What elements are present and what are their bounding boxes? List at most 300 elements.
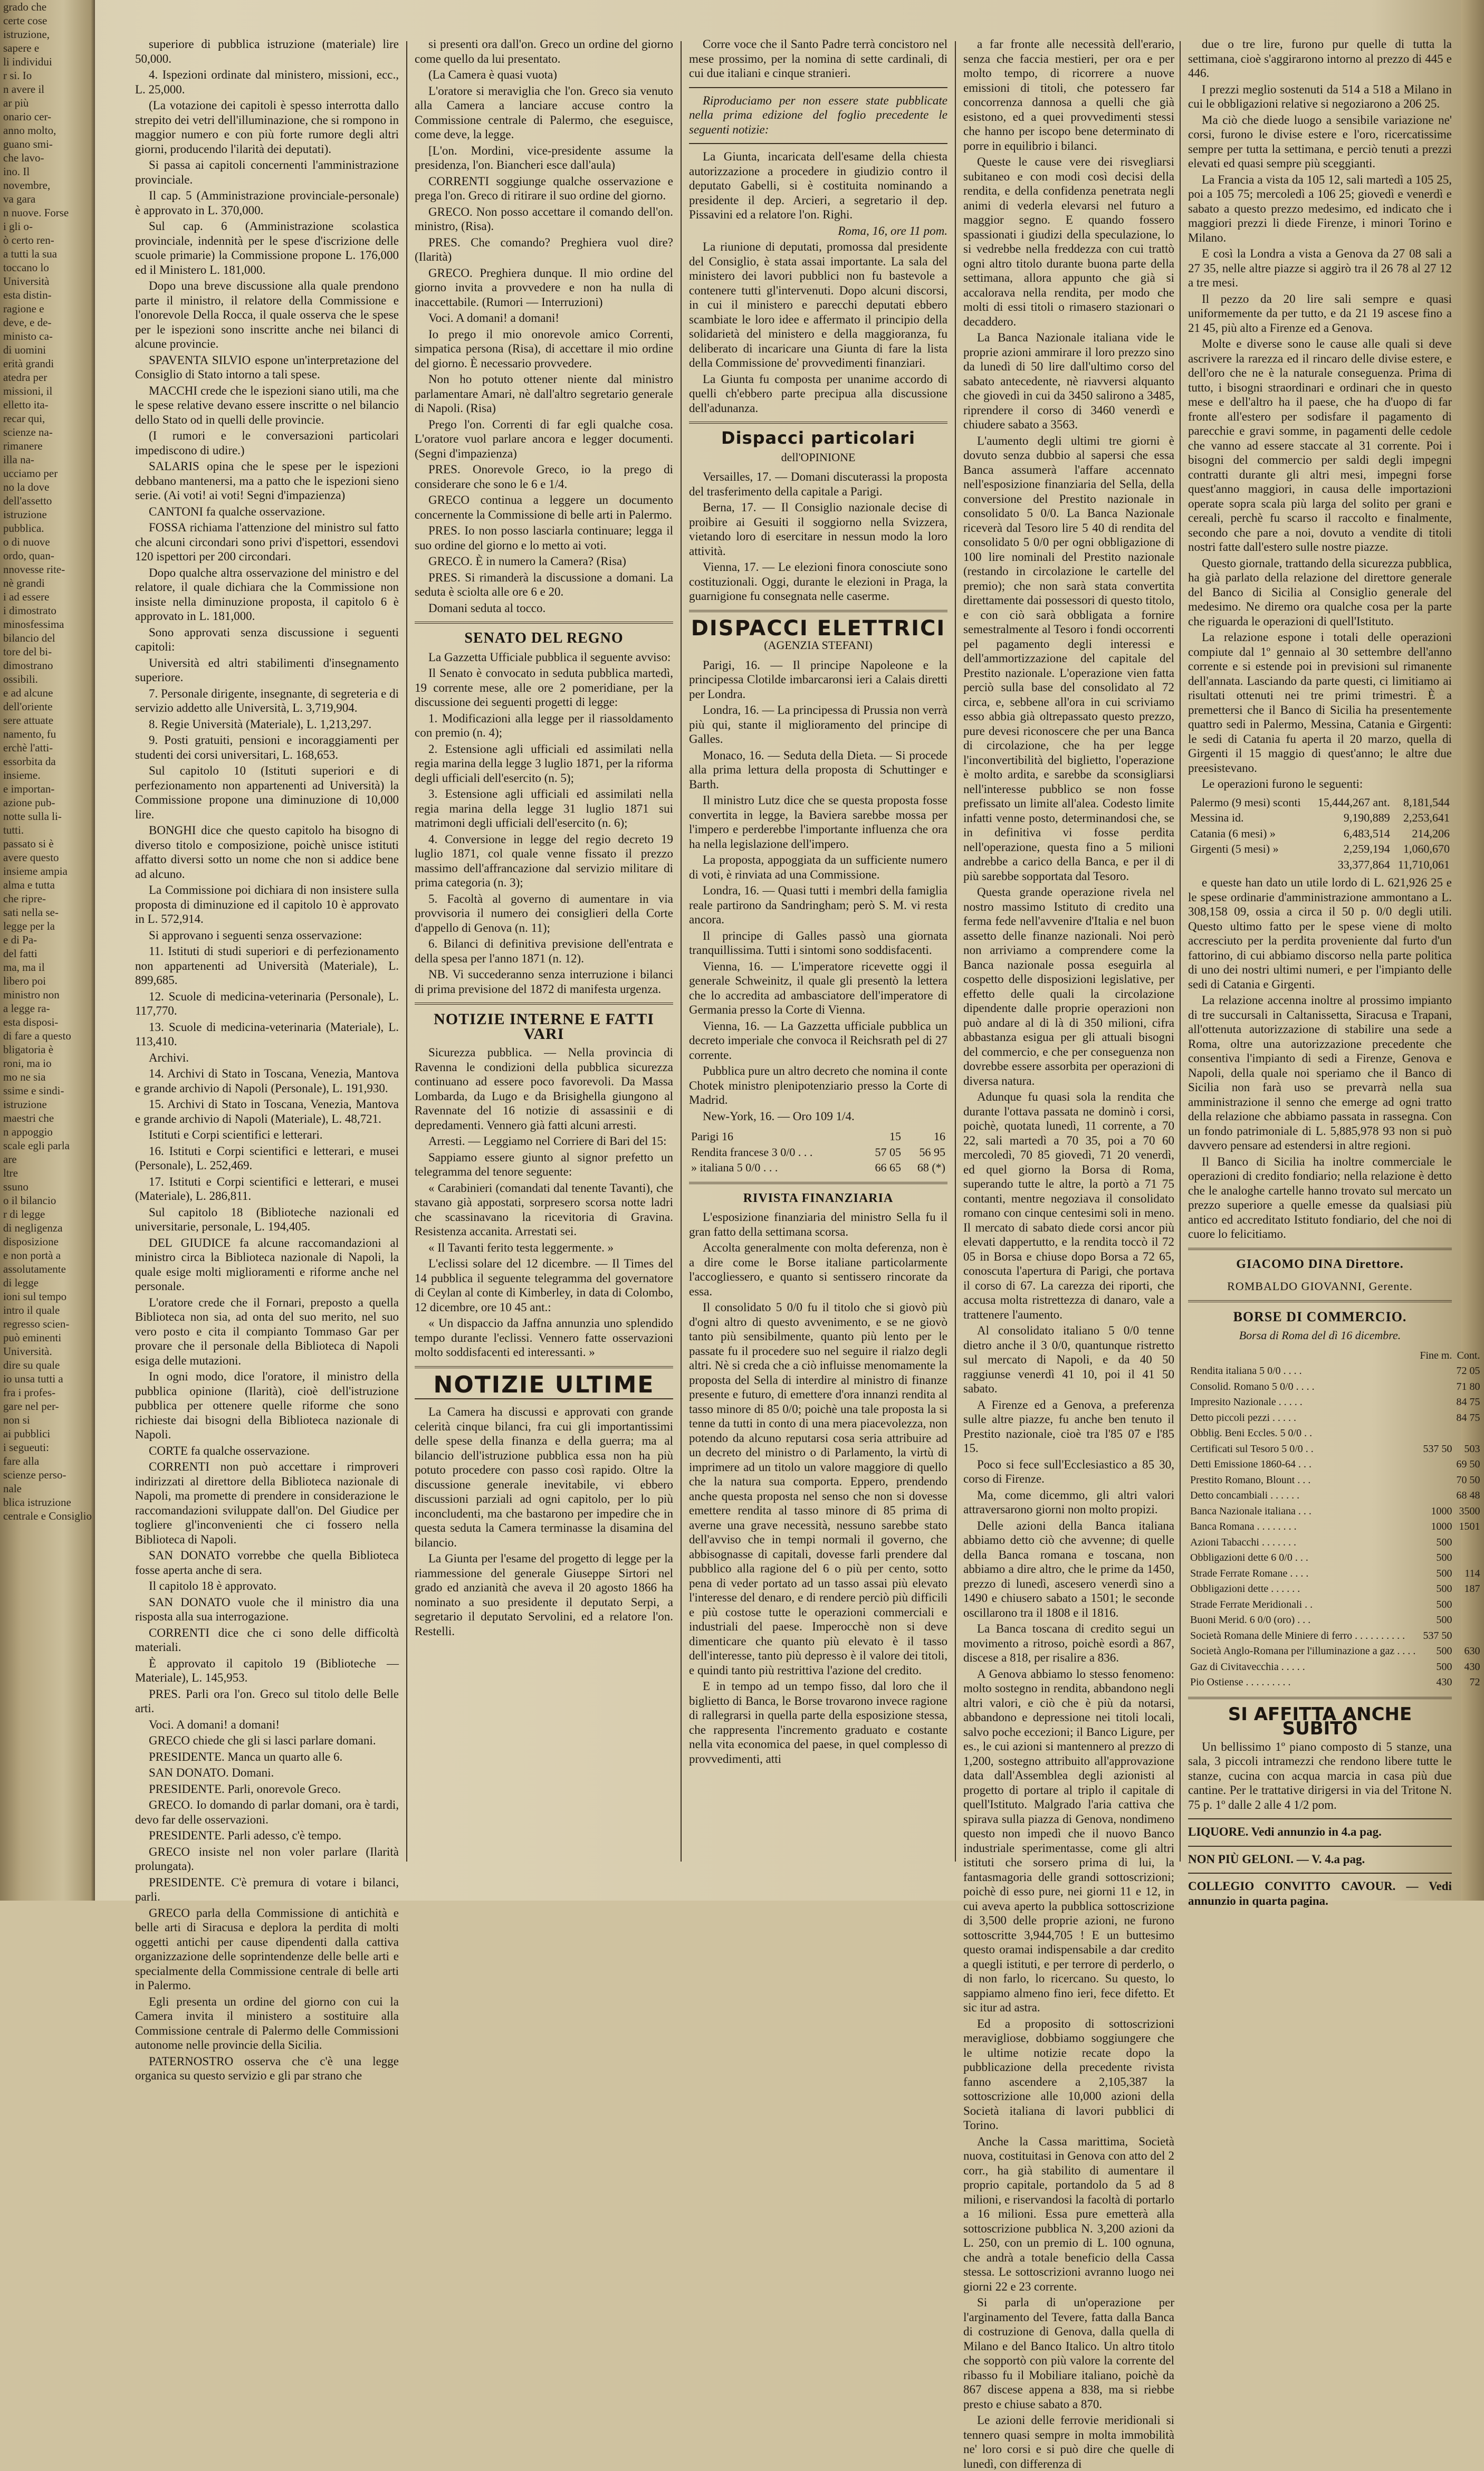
table-cell: Messina id. (1190, 811, 1244, 824)
paragraph: [L'on. Mordini, vice-presidente assume la presidenza, l'on. Biancheri esce dall'aula) (415, 144, 673, 171)
table-row (1188, 1395, 1482, 1410)
paragraph: 1. Modificazioni alla legge per il riassoldamento con premio (n. 4); (415, 711, 673, 739)
margin-fragment: ucciamo per (3, 467, 58, 480)
margin-fragment: esta disposi- (3, 1016, 59, 1028)
section-divider (1188, 1818, 1452, 1819)
margin-fragment: che ripre- (3, 892, 46, 905)
margin-fragment: alma e tutta (3, 879, 55, 891)
paragraph: PRESIDENTE. C'è premura di votare i bilanci, parli. (135, 1875, 399, 1903)
paragraph: E così la Londra a vista a Genova da 27 08 sali a 27 35, nelle altre piazze si aggirò tra il 26 78 al 27 12 a tre mesi. (1188, 247, 1452, 289)
margin-fragment: ragione e (3, 302, 44, 315)
paragraph: PRES. Si rimanderà la discussione a domani. La seduta è sciolta alle ore 6 e 20. (415, 570, 673, 598)
table-cell: Catania (6 mesi) » (1190, 826, 1276, 840)
table-row (1188, 1581, 1482, 1597)
paragraph: Le operazioni furono le seguenti: (1202, 777, 1363, 790)
paragraph: A Firenze ed a Genova, a preferenza sulle altre piazze, fu anche ben tenuto il Prestito nazionale, cioè tra l'85 07 e l'85 15. (963, 1398, 1174, 1455)
margin-fragment: di legge (3, 1276, 39, 1289)
table-row (1188, 810, 1452, 826)
paragraph: GRECO parla della Commissione di antichità e belle arti di Siracusa e deplora la perdita di molti oggetti antichi per cause dipendenti dalla cattiva organizzazione delle soprintendenze delle belle arti e specialmente della Commissione centrale di belle arti in Palermo. (135, 1906, 399, 1992)
paragraph: SALARIS opina che le spese per le ispezioni debbano mantenersi, ma a patto che le ispezioni sieno serie. (Ai voti! ai voti! Segni d'impazienza) (135, 460, 399, 502)
table-cell: 84 75 (1456, 1396, 1480, 1408)
table-row (689, 1144, 947, 1160)
table-cell: Fine m. (1420, 1349, 1452, 1361)
table-cell: Impresito Nazionale . . . . . (1190, 1396, 1303, 1408)
table-cell: 503 (1464, 1443, 1480, 1455)
table-cell: 500 (1436, 1614, 1452, 1626)
paragraph: Dopo qualche altra osservazione del ministro e del relatore, il quale dichiara che la Commissione non insiste nella diminuzione proposta, il capitolo 6 è approvato in L. 181,000. (135, 566, 399, 623)
margin-fragment: e importan- (3, 783, 55, 795)
margin-fragment: fare alla (3, 1455, 40, 1467)
table-cell: Parigi 16 (691, 1130, 734, 1143)
margin-fragment: ssime e sindi- (3, 1084, 64, 1097)
paragraph: L'eclissi solare del 12 dicembre. — Il Times del 14 pubblica il seguente telegramma del governatore di Ceylan al conte di Kimberley, in data di Colombo, 12 dicembre, ore 10 45 ant.: (415, 1257, 673, 1314)
table-cell: Azioni Tabacchi . . . . . . . (1190, 1536, 1296, 1548)
section-divider (689, 87, 947, 88)
margin-fragment: avere questo (3, 851, 59, 864)
margin-fragment: dell'assetto (3, 494, 52, 507)
paragraph: Londra, 16. — La principessa di Prussia non verrà più qui, stante il miglioramento del principe di Galles. (689, 703, 947, 746)
margin-fragment: ossibili. (3, 673, 38, 685)
table-cell: Detto piccoli pezzi . . . . . (1190, 1411, 1297, 1424)
table-cell: 8,181,544 (1403, 795, 1450, 809)
table-cell: 71 80 (1456, 1380, 1480, 1392)
borse-heading: BORSE DI COMMERCIO. (1233, 1309, 1407, 1324)
paragraph: Il consolidato 5 0/0 fu il titolo che si giovò più d'ogni altro di questo avvenimento, e se ne giovò tanto più sensibilmente, quanto più lento per le passate fu il procedere suo nel seguire il rialzo degli altri. Nè si creda che a ciò influisse menomamente la proposta del Sella di interdire al ministro di finanze presente e futuro, di emettere d'ora innanzi rendita al tasso minore di 85 0/0; poichè una tale proposta la si tenne da tutti in conto di una mera piacevolezza, non potendo da alcuno reputarsi cosa seria attribuire ad un decreto del ministro o di Parlamento, la virtù di imprimere ad un titolo un valore maggiore di quello che la natura sua comporta. Eppero, prendendo anche questa proposta nel senso che non si dovesse emettere rendita al tasso minore di 85 prima di averne una grave necessità, nessuno sarebbe stato dell'avviso che in tempi normali il governo, che abbisognasse di capitali, dovesse farli prendere dal pubblico alla ragione del 6 o più per cento, sotto pena di veder portato ad un tasso assai più elevato l'interesse del denaro, e di rendere perciò più difficili e più costose tutte le operazioni commerciali e industriali del paese. Imperocchè non si deve dimenticare che quanto più elevato è il tasso dell'interesse, tanto più depresso è il valore dei titoli, e quindi tanto più restrittiva l'azione del credito. (689, 1301, 947, 1677)
paragraph: CORRENTI non può accettare i rimproveri indirizzati al direttore della Biblioteca nazionale di Napoli, ma promette di prendere in considerazione le raccomandazioni sviluppate dall'on. Del Giudice per togliere gl'inconvenienti che ci fossero nella Biblioteca di Napoli. (135, 1460, 399, 1546)
gerente-credit: ROMBALDO GIOVANNI, Gerente. (1227, 1280, 1413, 1293)
paragraph: PRESIDENTE. Parli, onorevole Greco. (149, 1782, 341, 1796)
paragraph: Accolta generalmente con molta deferenza, non è a dire come le Borse italiane particolarmente l'accogliessero, e quanto si sentissero rincorate da essa. (689, 1241, 947, 1298)
margin-fragment: i gli o- (3, 220, 33, 233)
liquore-ad: LIQUORE. Vedi annunzio in 4.a pag. (1188, 1825, 1382, 1838)
paragraph: superiore di pubblica istruzione (materiale) lire 50,000. (135, 37, 399, 65)
margin-fragment: istruzione (3, 1098, 47, 1111)
paragraph: Questa grande operazione rivela nel nostro massimo Istituto di credito una ferma fede nell'avvenire d'Italia e nel buon assetto delle finanze nazionali. Noi però non arriviamo a comprendere come la Banca nazionale possa eseguirla al cospetto delle disposizioni legislative, per effetto delle quali la circolazione dipendente dalle proprie operazioni non può andare al di là di 350 milioni, cifra abbastanza esigua per gli attuali bisogni del commercio, e che per conseguenza non dovrebbe essere assorbita per operazioni di diversa natura. (963, 885, 1174, 1087)
table-row (1188, 795, 1452, 810)
margin-fragment: bilancio del (3, 632, 55, 644)
table-cell: 630 (1464, 1645, 1480, 1657)
margin-fragment: dire su quale (3, 1359, 60, 1371)
paragraph: Vienna, 16. — L'imperatore ricevette oggi il generale Schweinitz, il quale gli presentò la lettera che lo accredita ad ambasciatore dell'imperatore di Germania presso la Corte di Vienna. (689, 959, 947, 1016)
section-divider (415, 1003, 673, 1005)
paris-bourse-table (689, 1129, 947, 1176)
paragraph: Queste le cause vere dei risvegliarsi subitaneo e con modi così decisi della rendita, e della confidenza penetrata negli animi di vederla elevarsi nel futuro a maggior segno. E quando fossero spassionati i giudizi della speculazione, lo si vedrebbe nella freddezza con cui trattò ogni altro titolo durante buona parte della settimana, allora appunto che già si accalorava nella rendita, per modo che molti di essi titoli o rimasero stazionari o decaddero. (963, 155, 1174, 328)
paragraph: L'oratore crede che il Fornari, preposto a quella Biblioteca non sia, ad onta del suo merito, nel suo vero posto e cita il compianto Tommaso Gar per provare che il personale della Biblioteca di Napoli esiga delle mutazioni. (135, 1295, 399, 1367)
paragraph: La Camera ha discussi e approvati con grande celerità cinque bilanci, fra cui gli importantissimi delle spese della finanza e della guerra; ma al bilancio dell'istruzione pubblica essa non ha più potuto procedere con passo così rapido. Oltre la discussione generale inevitabile, vi ebbero discussioni parziali ad ogni capitolo, per lo più inconcludenti, ma che bastarono per impedire che in questa seduta la Camera terminasse la disamina del bilancio. (415, 1405, 673, 1549)
margin-fragment: nale (3, 1482, 22, 1495)
paragraph: Pubblica pure un altro decreto che nomina il conte Chotek ministro plenipotenziario presso la Corte di Madrid. (689, 1064, 947, 1106)
table-cell (1188, 1348, 1418, 1364)
dispacci-elettrici-section (689, 658, 947, 1124)
paragraph: BONGHI dice che questo capitolo ha bisogno di diverso titolo e composizione, poichè unisce istituti affatto diversi sotto un nome che non si addice bene ad alcuno. (135, 824, 399, 881)
column-rule (955, 41, 956, 1862)
paragraph: Non ho potuto ottener niente dal ministro parlamentare Amari, nè dall'altro segretario generale di Napoli. (Risa) (415, 373, 673, 415)
margin-fragment: notte sulla li- (3, 810, 62, 823)
paragraph: « Carabinieri (comandati dal tenente Tavanti), che stavano già appostati, sorpresero scorsa notte ladri che scassinavano la ricevitoria di Gravina. Resistenza accanita. Arrestati sei. (415, 1181, 673, 1238)
table-cell: 9,190,889 (1343, 811, 1390, 824)
paragraph: due o tre lire, furono pur quelle di tutta la settimana, cioè s'aggirarono intorno al prezzo di 445 e 446. (1188, 37, 1452, 80)
margin-fragment: i ad essere (3, 590, 50, 603)
column-rule (681, 41, 682, 1862)
table-cell: 57 05 (875, 1145, 902, 1159)
paragraph: GRECO. Non posso accettare il comando dell'on. ministro, (Risa). (415, 205, 673, 233)
table-cell: Detti Emissione 1860-64 . . . (1190, 1458, 1311, 1470)
margin-fragment: che lavo- (3, 151, 44, 164)
table-cell (1188, 857, 1310, 873)
margin-fragment: missioni, il (3, 385, 53, 397)
paragraph: PRESIDENTE. Manca un quarto alle 6. (149, 1750, 343, 1763)
margin-fragment: ino. Il (3, 165, 30, 178)
paragraph: GRECO. Preghiera dunque. Il mio ordine del giorno invita a provvedere e non ha nulla di inaccettabile. (Rumori — Interruzioni) (415, 266, 673, 309)
paragraph: Questo giornale, trattando della sicurezza pubblica, ha già parlato della relazione del direttore generale del Banco di Sicilia al Consiglio generale del medesimo. Ne diremo ora qualche cosa per la parte che riguarda le operazioni di quell'Istituto. (1188, 556, 1452, 628)
margin-fragment: ioni sul tempo (3, 1290, 67, 1303)
table-cell (1454, 1613, 1482, 1628)
paragraph: 4. Conversione in legge del regio decreto 19 luglio 1871, col quale venne fissato il prezzo massimo dell'affrancazione dal servizio militare di prima categoria (n. 3); (415, 832, 673, 889)
margin-fragment: intro il quale (3, 1304, 60, 1316)
paragraph: PRES. Che comando? Preghiera vuol dire? (Ilarità) (415, 235, 673, 263)
margin-fragment: ai pubblici (3, 1427, 51, 1440)
margin-fragment: illa na- (3, 453, 34, 466)
paragraph: I prezzi meglio sostenuti da 514 a 518 a Milano in cui le obbligazioni relative si negoziarono a 206 25. (1188, 82, 1452, 110)
paragraph: PATERNOSTRO osserva che c'è una legge organica su questo servizio e gli par strano che (135, 2054, 399, 2082)
margin-fragment: di uomini (3, 344, 46, 356)
table-cell (1418, 1488, 1454, 1504)
paragraph: Il ministro Lutz dice che se questa proposta fosse convertita in legge, la Baviera sarebbe mossa per l'impero e perderebbe l'importante influenza che ora ha nella legislazione dell'impero. (689, 794, 947, 851)
margin-fragment: sere attuate (3, 714, 54, 727)
paragraph: PRES. Onorevole Greco, io la prego di considerare che sono le 6 e 1/4. (415, 463, 673, 491)
table-header-row (689, 1129, 947, 1144)
paragraph: Si passa ai capitoli concernenti l'amministrazione provinciale. (135, 158, 399, 186)
borse-table (1188, 1348, 1482, 1691)
table-cell: Banca Romana . . . . . . . . (1190, 1521, 1297, 1532)
table-cell: 3500 (1459, 1505, 1480, 1517)
paragraph: Ed a proposito di sottoscrizioni meravigliose, dobbiamo soggiungere che le ultime notizie recate dopo la pubblicazione della precedente rivista fanno ascendere a 2,105,387 la sottoscrizione alle 10,000 azioni della Società italiana di lavori pubblici di Torino. (963, 2017, 1174, 2132)
table-row (1188, 1519, 1482, 1535)
section-divider (689, 610, 947, 612)
paragraph: La Francia a vista da 105 12, sali martedì a 105 25, poi a 105 75; mercoledì a 106 25; giovedì e venerdì e sabato a questo prezzo medesimo, ed indicato che i maggiori prezzi li diede Firenze, i minori Torino e Milano. (1188, 173, 1452, 244)
column-2 (415, 37, 673, 1884)
margin-fragment: ssuno (3, 1180, 28, 1193)
paragraph: 9. Posti gratuiti, pensioni e incoraggiamenti per studenti dei corsi universitari, L. 168,653. (135, 733, 399, 761)
table-row (1188, 1644, 1482, 1659)
section-divider (1188, 1697, 1452, 1699)
paragraph: Parigi, 16. — Il principe Napoleone e la principessa Clotilde imbarcaronsi ieri a Calais diretti per Londra. (689, 658, 947, 701)
dispacci-elettrici-heading: DISPACCI ELETTRICI (691, 616, 946, 641)
margin-fragment: centrale e Consiglio (3, 1510, 92, 1522)
table-row (1188, 1442, 1482, 1457)
table-row (1188, 1550, 1482, 1566)
paragraph: Prego l'on. Correnti di far egli qualche cosa. L'oratore vuol parlare ancora e legger documenti. (Segni d'impazienza) (415, 417, 673, 460)
margin-fragment: insieme ampia (3, 865, 68, 877)
table-row (1188, 1457, 1482, 1473)
margin-fragment: ministro non (3, 988, 60, 1001)
table-row (1188, 1488, 1482, 1504)
margin-fragment: di fare a questo (3, 1029, 71, 1042)
paragraph: MACCHI crede che le ispezioni siano utili, ma che le spese relative devano essere inscritte o nel bilancio dello Stato od in quelli delle provincie. (135, 384, 399, 426)
table-cell: Pio Ostiense . . . . . . . . . (1190, 1676, 1291, 1688)
table-cell: Certificati sul Tesoro 5 0/0 . . (1190, 1443, 1314, 1455)
table-cell: 214,206 (1412, 826, 1450, 840)
table-cell: 16 (934, 1130, 945, 1143)
column-1 (135, 37, 399, 2082)
paragraph: 13. Scuole di medicina-veterinaria (Materiale), L. 113,410. (135, 1020, 399, 1048)
table-cell: Società Anglo-Romana per l'illuminazione a gaz . . . . (1190, 1645, 1416, 1657)
margin-fragment: legge per la (3, 920, 55, 932)
paragraph: 3. Estensione agli ufficiali ed assimilati nella regia marina della legge 31 luglio 1871 sui matrimoni degli ufficiali dell'esercito (n. 6); (415, 787, 673, 829)
table-cell (1418, 1395, 1454, 1410)
table-cell: 500 (1436, 1567, 1452, 1579)
paragraph: Voci. A domani! a domani! (428, 311, 560, 325)
table-cell: 15,444,267 ant. (1317, 795, 1390, 809)
geloni-ad: NON PIÙ GELONI. — V. 4.a pag. (1188, 1852, 1365, 1866)
table-cell: 66 65 (875, 1161, 902, 1174)
paragraph: Le azioni delle ferrovie meridionali si tennero quasi sempre in molta immobilità ne' loro corsi e si può dire che quelle di lunedì, con differenza di (963, 2413, 1174, 2470)
table-cell: 72 (1469, 1676, 1480, 1688)
margin-fragment: azione pub- (3, 796, 55, 809)
table-cell: 500 (1436, 1661, 1452, 1673)
margin-fragment: passato si è (3, 837, 54, 850)
table-cell: 1000 (1431, 1521, 1452, 1532)
table-row (1188, 1473, 1482, 1489)
table-row (1188, 1363, 1482, 1379)
margin-fragment: Università. (3, 1345, 52, 1358)
rivista-finanziaria-continued (1188, 37, 1452, 791)
paragraph: Università ed altri stabilimenti d'insegnamento superiore. (135, 656, 399, 684)
margin-fragment: ò certo ren- (3, 234, 54, 246)
collegio-ad: COLLEGIO CONVITTO CAVOUR. — Vedi annunzio in quarta pagina. (1188, 1880, 1452, 1907)
paragraph: La Banca toscana di credito segui un movimento a ritroso, poichè esordì a 867, discese a 818, per risalire a 836. (963, 1622, 1174, 1664)
table-cell: Società Romana delle Miniere di ferro . . . . . . . . . . (1190, 1629, 1405, 1642)
table-row (1188, 1628, 1482, 1644)
margin-fragment: grado che (3, 1, 47, 13)
paragraph: CORRENTI soggiunge qualche osservazione e prega l'on. Greco di ritirare il suo ordine del giorno. (415, 174, 673, 202)
margin-fragment: istruzione (3, 508, 47, 521)
margin-fragment: istruzione, (3, 28, 50, 41)
paragraph: PRESIDENTE. Parli adesso, c'è tempo. (149, 1829, 342, 1842)
paragraph: FOSSA richiama l'attenzione del ministro sul fatto che alcuni circondari sono privi d'ispettori, essendovi 120 ispettori per 200 circondari. (135, 521, 399, 563)
margin-fragment: libero poi (3, 975, 46, 987)
borse-subheading: Borsa di Roma del dì 16 dicembre. (1239, 1329, 1401, 1342)
santo-padre-note: Corre voce che il Santo Padre terrà concistoro nel mese prossimo, per la nomina di sette cardinali, di cui due italiani e cinque stranieri. (689, 37, 947, 80)
margin-fragment: namento, fu (3, 728, 56, 740)
paragraph: Il pezzo da 20 lire sali sempre e quasi uniformemente da per tutto, e da 21 19 ascese fino a 21 45, più alto a Firenze ed a Genova. (1188, 292, 1452, 335)
dispacci-particolari-subheading: dell'OPINIONE (781, 450, 856, 464)
margin-fragment: anno molto, (3, 124, 56, 137)
notizie-interne-heading: NOTIZIE INTERNE E FATTI VARI (434, 1010, 654, 1043)
margin-fragment: nnovesse rite- (3, 563, 65, 576)
margin-fragment: tutti. (3, 824, 24, 836)
section-divider (689, 422, 947, 424)
margin-fragment: nè grandi (3, 577, 45, 589)
paragraph: 15. Archivi di Stato in Toscana, Venezia, Mantova e grande archivio di Napoli (Materiale), L. 48,721. (135, 1098, 399, 1125)
table-cell (1454, 1426, 1482, 1442)
margin-fragment: mo ne sia (3, 1071, 46, 1083)
paragraph: Dopo una breve discussione alla quale prendono parte il ministro, il relatore della Commissione e l'onorevole Della Rocca, il quale osserva che le spese per le ispezioni sono inscritte anche nei bilanci di alcune provincie. (135, 279, 399, 350)
margin-fragment: scienze na- (3, 426, 53, 438)
table-cell: 430 (1436, 1676, 1452, 1688)
paragraph: DEL GIUDICE fa alcune raccomandazioni al ministro circa la Biblioteca nazionale di Napoli, la quale esige molti miglioramenti e riforme anche nel personale. (135, 1236, 399, 1293)
dispacci-particolari-heading: Dispacci particolari (721, 428, 915, 448)
paragraph: La relazione espone i totali delle operazioni compiute dal 1º gennaio al 30 settembre dell'anno corrente e si estende poi in previsioni sul rimanente dell'annata. Lasciando da parte questi, ci limitiamo ai risultati ottenuti nei tre primi trimestri. È a premettersi che il Banco di Sicilia ha presentemente quattro sedi in Palermo, Messina, Catania e Girgenti: le sedi di Catania fu aperta il 20 marzo, quella di Girgenti il 15 maggio di quest'anno; le altre due preesistevano. (1188, 631, 1452, 775)
paragraph: Arresti. — Leggiamo nel Corriere di Bari del 15: (428, 1134, 667, 1148)
margin-fragment: blica istruzione (3, 1496, 71, 1509)
table-cell: 70 50 (1456, 1474, 1480, 1486)
paragraph: Il cap. 5 (Amministrazione provinciale-personale) è approvato in L. 370,000. (135, 189, 399, 217)
margin-fragment: regresso scien- (3, 1318, 70, 1330)
margin-fragment: io unsa tutti a (3, 1372, 63, 1385)
table-cell: Cont. (1457, 1349, 1480, 1361)
margin-fragment: are (3, 1153, 17, 1166)
table-cell: 6,483,514 (1343, 826, 1390, 840)
margin-fragment: ltre (3, 1167, 18, 1179)
margin-fragment: erità grandi (3, 357, 54, 370)
table-row (1188, 1410, 1482, 1426)
paragraph: Il Senato è convocato in seduta pubblica martedì, 19 corrente mese, alle ore 2 pomeridiane, per la discussione dei seguenti progetti di legge: (415, 666, 673, 709)
table-cell (1418, 1363, 1454, 1379)
table-row (1188, 1675, 1482, 1691)
margin-fragment: e non portà a (3, 1249, 61, 1262)
paragraph: GRECO continua a leggere un documento concernente la Commissione di belle arti in Palermo. (415, 493, 673, 521)
margin-fragment: e di Pa- (3, 933, 37, 946)
director-credit: GIACOMO DINA Direttore. (1236, 1257, 1404, 1271)
paragraph: Sul capitolo 10 (Istituti superiori e di perfezionamento non appartenenti ad Università) la Commissione propone una diminuzione di 10,000 lire. (135, 764, 399, 821)
paragraph: Berna, 17. — Il Consiglio nazionale decise di proibire ai Gesuiti il soggiorno nella Svizzera, vietando loro di esercitare in nessun modo la loro attività. (689, 501, 947, 558)
paragraph: Vienna, 17. — Le elezioni finora conosciute sono costituzionali. Oggi, durante le elezioni in Praga, la guarnigione fu consegnata nelle caserme. (689, 560, 947, 603)
margin-fragment: disposizione (3, 1235, 59, 1248)
dispacci-particolari-section (689, 470, 947, 604)
paragraph: 4. Ispezioni ordinate dal ministero, missioni, ecc., L. 25,000. (135, 68, 399, 96)
paragraph: Il principe di Galles passò una giornata tranquillissima. Tutti i sintomi sono soddisfacenti. (689, 929, 947, 957)
table-cell: 114 (1464, 1567, 1480, 1579)
margin-fragment: a tutti la sua (3, 247, 58, 260)
paragraph: Versailles, 17. — Domani discuterassi la proposta del trasferimento della capitale a Parigi. (689, 470, 947, 498)
table-cell (1454, 1550, 1482, 1566)
margin-fragment: ma, ma il (3, 961, 45, 974)
table-header-row (1188, 1348, 1482, 1364)
paragraph: GRECO. Io domando di parlar domani, ora è tardi, devo far delle osservazioni. (135, 1798, 399, 1826)
margin-fragment: li individui (3, 55, 52, 68)
table-cell (1418, 1426, 1454, 1442)
margin-fragment: n appoggio (3, 1125, 53, 1138)
table-cell (1418, 1457, 1454, 1473)
table-cell: 2,253,641 (1403, 811, 1450, 824)
paragraph: Vienna, 16. — La Gazzetta ufficiale pubblica un decreto imperiale che convoca il Reichsrath pel di 27 corrente. (689, 1019, 947, 1062)
margin-fragment: minosfessima (3, 618, 64, 631)
section-divider (1188, 1248, 1452, 1250)
affitta-ad-body: Un bellissimo 1º piano composto di 5 stanze, una sala, 3 piccoli intramezzi che rendono libere tutte le stanze, cucina con acqua marcia in casa più due cantine. Per le trattative dirigersi in via del Tritone N. 75 p. 1º dalle 2 alle 4 1/2 pom. (1188, 1740, 1452, 1811)
section-divider (1188, 1873, 1452, 1874)
paragraph: In ogni modo, dice l'oratore, il ministro della pubblica opinione (Ilarità), cioè dell'istruzione pubblica per ottenere quelle riforme che sono richieste dai bisogni della Biblioteca nazionale di Napoli. (135, 1370, 399, 1441)
table-cell (1418, 1473, 1454, 1489)
table-cell: Banca Nazionale italiana . . . (1190, 1505, 1311, 1517)
margin-fragment: ar più (3, 97, 29, 109)
giunta-paragraph: La Giunta, incaricata dell'esame della chiesta autorizzazione a procedere in giudizio contro il deputato Gabelli, si è costituita nominando a presidente il dep. Arcieri, a segretario il dep. Pissavini ed a relatore l'on. Righi. (689, 150, 947, 221)
dateline: Roma, 16, ore 11 pom. (838, 224, 947, 237)
table-cell: 1,060,670 (1403, 842, 1450, 855)
paragraph: Sicurezza pubblica. — Nella provincia di Ravenna le condizioni della pubblica sicurezza continuano ad essere poco favorevoli. Da Massa Lombarda, da Lugo e da Brisighella giungono al Ravennate del 16 notizie di assassinii e di depredamenti. Vennero già fatti alcuni arresti. (415, 1046, 673, 1132)
table-row (1188, 826, 1452, 842)
paragraph: (La votazione dei capitoli è spesso interrotta dallo strepito dei vetri dell'illuminazione, che si rompono in maggior numero e con più forte rumore degli altri giorni, producendo l'ilarità dei deputati). (135, 99, 399, 156)
giunta-composta-paragraph: La Giunta fu composta per unanime accordo di quelli ch'ebbero parte precipua alla discussione dell'adunanza. (689, 372, 947, 415)
margin-fragment: r di legge (3, 1208, 45, 1220)
paragraph: (La Camera è quasi vuota) (428, 68, 557, 81)
paragraph: Il Banco di Sicilia ha inoltre commerciale le operazioni di credito fondiario; nella relazione è detto che le analoghe cartelle hanno trovato sul mercato un prezzo superiore a quelle emesse da qualsiasi più antico ed accreditato Istituto fondiario, del che noi di cuore lo felicitiamo. (1188, 1155, 1452, 1241)
table-row (1188, 1659, 1482, 1675)
table-row (1188, 1535, 1482, 1551)
table-cell: 500 (1436, 1552, 1452, 1563)
paragraph: L'esposizione finanziaria del ministro Sella fu il gran fatto della settimana scorsa. (689, 1210, 947, 1238)
paragraph: Si parla di un'operazione per l'arginamento del Tevere, fatta dalla Banca di costruzione di Genova, dalla quella di Milano e del Banco Italico. Un altro titolo che sopportò con più valore la corrente del ribasso fu il Mobiliare italiano, poichè da 867 discese appena a 838, ma si riebbe presto e chiuse sabato a 870. (963, 2296, 1174, 2411)
camera-report-continued (415, 37, 673, 615)
paragraph: CORTE fa qualche osservazione. (149, 1444, 310, 1457)
paragraph: SAN DONATO vorrebbe che quella Biblioteca fosse aperta anche di sera. (135, 1549, 399, 1577)
paragraph: La proposta, appoggiata da un sufficiente numero di voti, è rinviata ad una Commissione. (689, 853, 947, 881)
paragraph: Si approvano i seguenti senza osservazione: (149, 928, 362, 942)
paragraph: Istituti e Corpi scientifici e letterari. (149, 1128, 323, 1141)
table-cell: 430 (1464, 1661, 1480, 1673)
senato-heading: SENATO DEL REGNO (464, 630, 624, 646)
paragraph: Monaco, 16. — Seduta della Dieta. — Si procede alla prima lettura della proposta di Schuttinger e Barth. (689, 748, 947, 791)
margin-fragment: tore del bi- (3, 645, 52, 658)
table-row (1188, 1426, 1482, 1442)
paragraph: E in tempo ad un tempo fisso, dal loro che il biglietto di Banca, le Borse trovarono invece ragione di rallegrarsi in quella parte della esposizione stessa, che rappresenta l'incremento graduato e costante nella vita economica del paese, in quel complesso di provvedimenti, atti (689, 1680, 947, 1766)
table-cell: Gaz di Civitavecchia . . . . . (1190, 1661, 1305, 1673)
paragraph: (I rumori e le conversazioni particolari impediscono di udire.) (135, 429, 399, 457)
paragraph: Domani seduta al tocco. (428, 601, 546, 615)
paragraph: Delle azioni della Banca italiana abbiamo detto ciò che avvenne; di quelle della Banca romana e toscana, non abbiamo a dire altro, che le prime da 1450, prezzo di lunedì, ascesero venerdì sino a 1490 e chiusero sabato a 1501; le seconde oscillarono tra il 1808 e il 1816. (963, 1519, 1174, 1619)
table-cell: 1000 (1431, 1505, 1452, 1517)
paragraph: La Giunta per l'esame del progetto di legge per la riammessione del generale Giuseppe Sirtori nel grado ed anzianità che aveva il 20 agosto 1866 ha nominato a suo presidente il deputato Serpi, a segretario il deputato Servolini, ed a relatore l'on. Restelli. (415, 1552, 673, 1638)
paragraph: Voci. A domani! a domani! (149, 1718, 280, 1731)
paragraph: « Il Tavanti ferito testa leggermente. » (428, 1241, 614, 1254)
margin-fragment: novembre, (3, 179, 51, 192)
notizie-ultime-heading: NOTIZIE ULTIME (433, 1371, 655, 1398)
paragraph: Archivi. (149, 1051, 189, 1064)
paragraph: e queste han dato un utile lordo di L. 621,926 25 e le spese ordinarie d'amministrazione ammontano a L. 308,158 09, ossia a circa il 50 p. 0/0 degli utili. Questo ultimo fatto per le spese viene di molto accresciuto per la perdita proveniente dal furto d'un fattorino, di cui abbiamo discorso nella parte politica di uno dei nostri ultimi numeri, e per l'impianto delle sedi di Catania e Girgenti. (1188, 876, 1452, 991)
paragraph: SAN DONATO. Domani. (149, 1766, 274, 1779)
section-divider (415, 622, 673, 624)
paragraph: PRES. Io non posso lasciarla continuare; legga il suo ordine del giorno e lo metto ai voti. (415, 524, 673, 552)
margin-fragment: esta distin- (3, 289, 52, 301)
table-cell: Obblig. Beni Eccles. 5 0/0 . . (1190, 1427, 1313, 1439)
banco-sicilia-notes (1188, 875, 1452, 1242)
previous-page-margin (0, 0, 95, 1901)
paragraph: 16. Istituti e Corpi scientifici e letterari, e musei (Personale), L. 252,469. (135, 1144, 399, 1172)
margin-fragment: non si (3, 1414, 30, 1426)
table-cell: 1501 (1459, 1521, 1480, 1532)
section-divider (1188, 1300, 1452, 1302)
paragraph: La Banca Nazionale italiana vide le proprie azioni ammirare il loro prezzo sino da lunedì di 50 lire dall'ultimo corso del sabato antecedente, nè riavversi alquanto che giovedì in cui da 3450 salirono a 3485, riprendere il corso di 3460 venerdì e chiudere sabato a 3563. (963, 331, 1174, 431)
margin-fragment: del fatti (3, 947, 37, 960)
table-cell: Consolid. Romano 5 0/0 . . . . (1190, 1380, 1315, 1392)
paragraph: 2. Estensione agli ufficiali ed assimilati nella regia marina della legge 3 luglio 1871, per la riforma degli ufficiali dell'esercito (n. 5); (415, 742, 673, 785)
paragraph: Sappiamo essere giunto al signor prefetto un telegramma del tenore seguente: (415, 1150, 673, 1178)
paragraph: La Commissione poi dichiara di non insistere sulla proposta di diminuzione ed il capitolo 10 è approvato in L. 572,914. (135, 883, 399, 926)
editorial-note: Riproduciamo per non essere state pubblicate nella prima edizione del foglio precedente le seguenti notizie: (689, 93, 947, 136)
paragraph: « Un dispaccio da Jaffna annunzia uno splendido tempo durante l'eclissi. Vennero fatte osservazioni molto soddisfacenti ed interessanti. » (415, 1316, 673, 1359)
paragraph: 7. Personale dirigente, insegnante, di segreteria e di servizio addetto alle Università, L. 3,719,904. (135, 686, 399, 714)
table-cell: 69 50 (1456, 1458, 1480, 1470)
table-cell: 500 (1436, 1583, 1452, 1595)
margin-fragment: o il bilancio (3, 1194, 56, 1207)
table-cell: 72 05 (1456, 1365, 1480, 1377)
paragraph: Poco si fece sull'Ecclesiastico a 85 30, corso di Firenze. (963, 1457, 1174, 1485)
column-4 (963, 37, 1174, 2470)
table-cell: Girgenti (5 mesi) » (1190, 842, 1279, 855)
margin-fragment: assolutamente (3, 1263, 66, 1275)
paragraph: CORRENTI dice che ci sono delle difficoltà materiali. (135, 1626, 399, 1654)
paragraph: 5. Facoltà al governo di aumentare in via provvisoria il numero dei consiglieri della Corte d'appello di Genova (n. 11); (415, 892, 673, 934)
